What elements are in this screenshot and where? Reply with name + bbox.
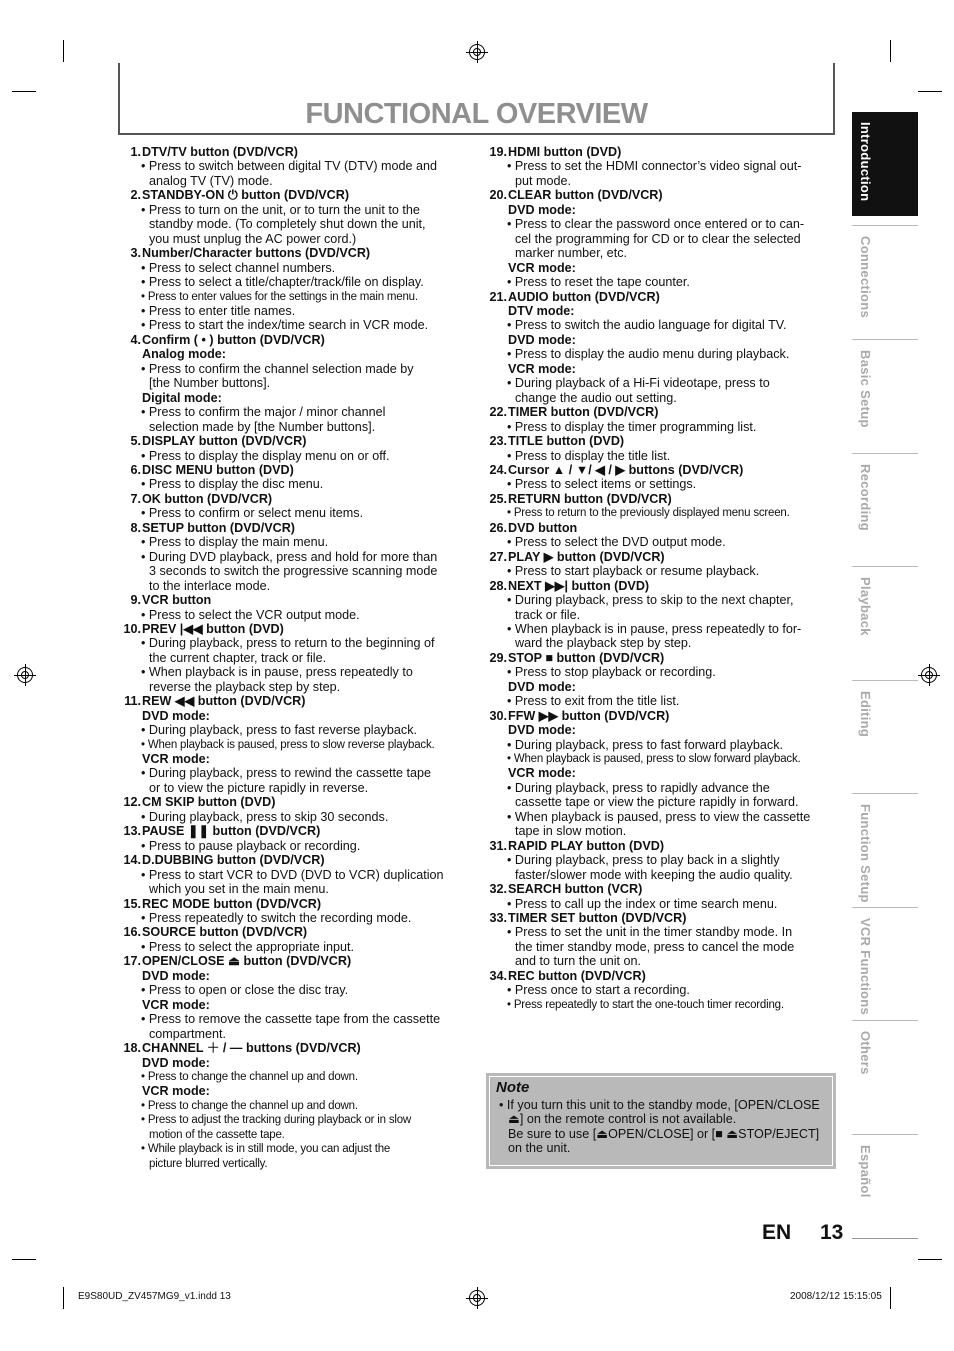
list-item xyxy=(118,853,470,896)
item-description: cel the programming for CD or to clear the selected xyxy=(515,231,801,246)
tab-function-setup[interactable] xyxy=(852,793,918,903)
tab-editing[interactable] xyxy=(852,680,918,784)
item-number: 17. xyxy=(123,954,141,969)
item-description: ward the playback step by step. xyxy=(515,636,692,651)
list-item xyxy=(118,463,470,492)
note-text: Be sure to use [⏏OPEN/CLOSE] or [■ ⏏STOP/EJECT] xyxy=(508,1126,820,1141)
item-heading xyxy=(118,853,470,867)
crop-mark xyxy=(63,40,64,62)
item-heading xyxy=(484,405,836,419)
item-title: Cursor ▲ / ▼/ ◀ / ▶ buttons (DVD/VCR) xyxy=(508,462,744,477)
item-title: STOP ■ button (DVD/VCR) xyxy=(508,650,665,665)
item-title: CLEAR button (DVD/VCR) xyxy=(508,188,663,203)
tab-recording[interactable] xyxy=(852,453,918,557)
tab-label: Editing xyxy=(858,691,873,738)
item-description: • Press to exit from the title list. xyxy=(507,694,680,709)
list-item xyxy=(118,622,470,694)
item-description: • During playback, press to return to the beginning of xyxy=(141,636,435,651)
item-description: • Press to remove the cassette tape from the cassette xyxy=(141,1012,441,1027)
list-item xyxy=(118,795,470,824)
list-item xyxy=(484,839,836,882)
item-description: • Press to confirm the major / minor channel xyxy=(141,405,386,420)
item-description: to the interlace mode. xyxy=(149,578,271,593)
crop-mark xyxy=(918,91,942,92)
item-description: • Press to switch between digital TV (DTV) mode and xyxy=(141,159,438,174)
list-item xyxy=(484,434,836,463)
mode-label: DVD mode: xyxy=(142,968,210,983)
item-title: PLAY ▶ button (DVD/VCR) xyxy=(508,549,665,564)
list-item xyxy=(484,882,836,911)
item-number: 23. xyxy=(489,434,507,449)
item-description: • During playback, press to fast reverse playback. xyxy=(141,723,417,738)
item-description: • When playback is in pause, press repeatedly to for- xyxy=(507,621,802,636)
item-description: • Press to stop playback or recording. xyxy=(507,665,716,680)
item-number: 27. xyxy=(489,549,507,564)
mode-label: DVD mode: xyxy=(508,202,576,217)
item-number: 19. xyxy=(489,145,507,159)
item-description: compartment. xyxy=(149,1026,226,1041)
item-description: • During DVD playback, press and hold for more than xyxy=(141,549,438,564)
list-item xyxy=(484,145,836,188)
note-box xyxy=(486,1073,836,1169)
item-number: 25. xyxy=(489,491,507,506)
mode-label: VCR mode: xyxy=(142,1084,210,1099)
item-description: • Press to change the channel up and down. xyxy=(141,1071,358,1083)
item-description: 3 seconds to switch the progressive scanning mode xyxy=(149,564,438,579)
item-description: • Press to display the disc menu. xyxy=(141,477,324,492)
item-heading xyxy=(118,925,470,939)
item-number: 15. xyxy=(123,896,141,911)
mode-label: DVD mode: xyxy=(142,1055,210,1070)
item-title: RETURN button (DVD/VCR) xyxy=(508,491,672,506)
item-heading xyxy=(484,882,836,896)
tab-label: VCR Functions xyxy=(858,918,873,1016)
item-description: • Press to select the DVD output mode. xyxy=(507,535,726,550)
item-title: OK button (DVD/VCR) xyxy=(142,491,273,506)
item-number: 2. xyxy=(130,188,141,203)
list-item xyxy=(484,492,836,521)
item-heading xyxy=(118,521,470,535)
mode-label: VCR mode: xyxy=(142,997,210,1012)
item-description: • When playback is in pause, press repeatedly to xyxy=(141,665,413,680)
item-number: 20. xyxy=(489,188,507,203)
list-item xyxy=(118,434,470,463)
item-description: • When playback is paused, press to view the cassette xyxy=(507,809,811,824)
tab-connections[interactable] xyxy=(852,225,918,329)
item-heading xyxy=(484,911,836,925)
registration-mark-icon xyxy=(921,667,937,683)
item-description: • Press to display the display menu on or off. xyxy=(141,448,390,463)
item-number: 6. xyxy=(130,462,141,477)
left-column xyxy=(118,145,470,1171)
note-title: Note xyxy=(496,1079,530,1096)
list-item xyxy=(484,550,836,579)
item-description: reverse the playback step by step. xyxy=(149,679,341,694)
item-description: analog TV (TV) mode. xyxy=(149,173,273,188)
item-number: 5. xyxy=(130,434,141,449)
list-item xyxy=(118,824,470,853)
item-heading xyxy=(484,434,836,448)
crop-mark xyxy=(890,1287,891,1309)
item-title: TIMER SET button (DVD/VCR) xyxy=(508,911,687,926)
list-item xyxy=(118,897,470,926)
item-title: CM SKIP button (DVD) xyxy=(142,795,276,810)
item-description: • Press to start playback or resume playback. xyxy=(507,564,760,579)
item-description: • Press to return to the previously displayed menu screen. xyxy=(507,507,790,520)
item-description: • Press to turn on the unit, or to turn the unit to the xyxy=(141,202,420,217)
list-item xyxy=(484,405,836,434)
list-item xyxy=(118,188,470,246)
list-item xyxy=(118,954,470,1041)
item-description: and to turn the unit on. xyxy=(515,954,642,969)
mode-label: VCR mode: xyxy=(142,752,210,767)
item-description: • Press to confirm or select menu items. xyxy=(141,506,364,521)
item-heading xyxy=(118,434,470,448)
item-description: • During playback, press to skip to the next chapter, xyxy=(507,593,794,608)
list-item xyxy=(118,145,470,188)
item-description: motion of the cassette tape. xyxy=(149,1128,285,1141)
item-number: 13. xyxy=(123,824,141,839)
item-number: 18. xyxy=(123,1041,141,1056)
item-heading xyxy=(484,579,836,593)
tab-label: Español xyxy=(858,1145,873,1198)
item-heading xyxy=(484,521,836,535)
item-title: PREV |◀◀ button (DVD) xyxy=(142,621,284,636)
mode-label: VCR mode: xyxy=(508,361,576,376)
item-number: 8. xyxy=(130,520,141,535)
item-description: • Press to select items or settings. xyxy=(507,477,697,492)
mode-label: DVD mode: xyxy=(508,332,576,347)
item-heading xyxy=(118,188,470,202)
item-description: the current chapter, track or file. xyxy=(149,650,327,665)
item-number: 11. xyxy=(124,694,141,709)
item-title: SEARCH button (VCR) xyxy=(508,882,643,897)
item-title: AUDIO button (DVD/VCR) xyxy=(508,289,660,304)
item-title: Number/Character buttons (DVD/VCR) xyxy=(142,246,371,261)
item-description: put mode. xyxy=(515,173,572,188)
item-heading xyxy=(484,839,836,853)
item-description: • Press to pause playback or recording. xyxy=(141,838,361,853)
item-title: CHANNEL ＋ / — buttons (DVD/VCR) xyxy=(142,1041,361,1056)
item-description: • Press to switch the audio language for digital TV. xyxy=(507,318,787,333)
list-item xyxy=(484,709,836,839)
item-title: OPEN/CLOSE ⏏ button (DVD/VCR) xyxy=(142,954,352,969)
item-description: selection made by [the Number buttons]. xyxy=(149,419,376,434)
item-description: • Press to select a title/chapter/track/file on display. xyxy=(141,275,424,290)
note-content xyxy=(489,1076,833,1166)
item-description: • Press to select the VCR output mode. xyxy=(141,607,360,622)
crop-mark xyxy=(890,40,891,62)
item-heading xyxy=(484,651,836,665)
item-description: • During playback, press to fast forward playback. xyxy=(507,737,783,752)
item-description: • During playback, press to rapidly advance the xyxy=(507,780,770,795)
tab-label: Introduction xyxy=(858,122,873,202)
item-number: 21. xyxy=(489,289,507,304)
item-title: TIMER button (DVD/VCR) xyxy=(508,405,659,420)
item-description: • Press repeatedly to switch the recording mode. xyxy=(141,911,412,926)
list-item xyxy=(484,521,836,550)
item-description: picture blurred vertically. xyxy=(149,1157,268,1170)
item-title: TITLE button (DVD) xyxy=(508,434,625,449)
item-number: 30. xyxy=(489,708,507,723)
item-title: D.DUBBING button (DVD/VCR) xyxy=(142,853,325,868)
item-description: • Press repeatedly to start the one-touch timer recording. xyxy=(507,998,784,1011)
item-title: PAUSE ❚❚ button (DVD/VCR) xyxy=(142,824,321,839)
item-number: 14. xyxy=(123,853,141,868)
item-heading xyxy=(484,709,836,723)
item-heading xyxy=(484,550,836,564)
item-number: 1. xyxy=(130,145,141,159)
list-item xyxy=(118,925,470,954)
item-title: SOURCE button (DVD/VCR) xyxy=(142,925,308,940)
item-title: DVD button xyxy=(508,520,578,535)
tab-label: Recording xyxy=(858,464,873,531)
item-description: • Press to enter values for the settings in the main menu. xyxy=(141,290,418,303)
list-item xyxy=(118,694,470,795)
item-description: • When playback is paused, press to slow forward playback. xyxy=(507,753,801,766)
item-description: • Press to set the HDMI connector’s video signal out- xyxy=(507,159,802,174)
item-description: you must unplug the AC power cord.) xyxy=(149,231,357,246)
list-item xyxy=(118,492,470,521)
item-description: change the audio out setting. xyxy=(515,390,677,405)
item-heading xyxy=(484,463,836,477)
tab-others[interactable] xyxy=(852,1020,918,1124)
note-text: ⏏] on the remote control is not available. xyxy=(508,1112,737,1126)
item-heading xyxy=(118,593,470,607)
item-number: 10. xyxy=(123,621,141,636)
item-heading xyxy=(484,492,836,506)
crop-mark xyxy=(12,1259,36,1260)
item-number: 26. xyxy=(489,520,507,535)
item-heading xyxy=(118,824,470,838)
note-text: on the unit. xyxy=(508,1141,571,1155)
list-item xyxy=(484,651,836,709)
tab-playback[interactable] xyxy=(852,566,918,670)
item-title: NEXT ▶▶| button (DVD) xyxy=(508,578,650,593)
item-description: • Press once to start a recording. xyxy=(507,983,690,998)
item-title: REC MODE button (DVD/VCR) xyxy=(142,896,322,911)
item-description: track or file. xyxy=(515,607,581,622)
page-number: 13 xyxy=(820,1221,844,1244)
item-description: • Press to reset the tape counter. xyxy=(507,275,690,290)
item-heading xyxy=(118,954,470,968)
mode-label: DVD mode: xyxy=(508,679,576,694)
list-item xyxy=(484,463,836,492)
item-description: • Press to adjust the tracking during playback or in slow xyxy=(141,1114,412,1127)
mode-label: VCR mode: xyxy=(508,766,576,781)
item-description: • Press to call up the index or time search menu. xyxy=(507,896,778,911)
page-title: FUNCTIONAL OVERVIEW xyxy=(305,98,648,130)
item-description: which you set in the main menu. xyxy=(149,882,329,897)
tab-vcr-functions[interactable] xyxy=(852,907,918,1016)
item-heading xyxy=(484,145,836,159)
item-number: 9. xyxy=(130,593,141,608)
language-label: EN xyxy=(762,1221,792,1244)
item-description: • Press to select the appropriate input. xyxy=(141,939,355,954)
item-heading xyxy=(118,145,470,159)
item-heading xyxy=(118,694,470,708)
item-description: • Press to display the main menu. xyxy=(141,535,329,550)
crop-mark xyxy=(63,1287,64,1309)
item-heading xyxy=(118,622,470,636)
tab-espa-ol[interactable] xyxy=(852,1134,918,1238)
footer-file-name: E9S80UD_ZV457MG9_v1.indd 13 xyxy=(78,1291,231,1302)
item-heading xyxy=(484,290,836,304)
list-item xyxy=(118,521,470,593)
item-title: SETUP button (DVD/VCR) xyxy=(142,520,295,535)
mode-label: Digital mode: xyxy=(142,390,222,405)
item-description: • Press to clear the password once entered or to can- xyxy=(507,217,805,232)
item-number: 16. xyxy=(123,925,141,940)
tab-label: Function Setup xyxy=(858,804,873,903)
item-description: • Press to change the channel up and down. xyxy=(141,1099,358,1112)
mode-label: DVD mode: xyxy=(142,708,210,723)
item-title: STANDBY-ON ⏻ button (DVD/VCR) xyxy=(142,188,350,203)
item-description: • Press to confirm the channel selection made by xyxy=(141,361,414,376)
item-number: 4. xyxy=(130,332,141,347)
crop-mark xyxy=(918,1259,942,1260)
item-heading xyxy=(118,1041,470,1055)
item-description: • While playback is in still mode, you can adjust the xyxy=(141,1143,391,1156)
item-description: • During playback, press to play back in a slightly xyxy=(507,853,780,868)
list-item xyxy=(484,188,836,289)
item-description: • When playback is paused, press to slow reverse playback. xyxy=(141,738,435,751)
item-description: [the Number buttons]. xyxy=(149,376,271,391)
item-description: • Press to display the title list. xyxy=(507,448,671,463)
tab-label: Basic Setup xyxy=(858,350,873,428)
item-number: 31. xyxy=(489,838,507,853)
footer-divider xyxy=(852,1238,918,1239)
item-title: REW ◀◀ button (DVD/VCR) xyxy=(142,694,306,709)
item-description: • During playback of a Hi-Fi videotape, press to xyxy=(507,376,770,391)
item-description: • Press to set the unit in the timer standby mode. In xyxy=(507,925,793,940)
list-item xyxy=(484,911,836,969)
registration-mark-icon xyxy=(469,1290,485,1306)
item-title: REC button (DVD/VCR) xyxy=(508,968,646,983)
item-description: • During playback, press to rewind the cassette tape xyxy=(141,766,432,781)
item-description: standby mode. (To completely shut down the unit, xyxy=(149,217,426,232)
item-heading xyxy=(118,795,470,809)
item-description: the timer standby mode, press to cancel the mode xyxy=(515,939,795,954)
tab-label: Playback xyxy=(858,577,873,636)
item-number: 7. xyxy=(130,491,141,506)
tab-introduction[interactable] xyxy=(852,112,918,216)
mode-label: Analog mode: xyxy=(142,347,226,362)
item-description: tape in slow motion. xyxy=(515,824,627,839)
item-title: FFW ▶▶ button (DVD/VCR) xyxy=(508,708,670,723)
item-description: • Press to select channel numbers. xyxy=(141,260,336,275)
item-heading xyxy=(118,897,470,911)
item-title: DTV/TV button (DVD/VCR) xyxy=(142,145,299,159)
list-item xyxy=(118,1041,470,1171)
item-number: 33. xyxy=(489,911,507,926)
footer-timestamp: 2008/12/12 15:15:05 xyxy=(790,1291,882,1302)
item-description: • Press to display the timer programming list. xyxy=(507,419,757,434)
item-heading xyxy=(118,492,470,506)
tab-label: Connections xyxy=(858,236,873,319)
item-description: cassette tape or view the picture rapidly in forward. xyxy=(515,795,799,810)
item-description: • Press to start VCR to DVD (DVD to VCR) duplication xyxy=(141,867,444,882)
item-number: 28. xyxy=(489,578,507,593)
item-heading xyxy=(484,188,836,202)
list-item xyxy=(484,290,836,406)
crop-mark xyxy=(12,91,36,92)
list-item xyxy=(484,579,836,651)
item-title: VCR button xyxy=(142,593,212,608)
item-number: 29. xyxy=(489,650,507,665)
item-title: DISPLAY button (DVD/VCR) xyxy=(142,434,307,449)
item-heading xyxy=(484,969,836,983)
item-description: faster/slower mode with keeping the audio quality. xyxy=(515,867,793,882)
registration-mark-icon xyxy=(17,667,33,683)
item-number: 32. xyxy=(489,882,507,897)
item-heading xyxy=(118,246,470,260)
item-description: or to view the picture rapidly in reverse. xyxy=(149,780,369,795)
item-number: 22. xyxy=(489,405,507,420)
item-title: HDMI button (DVD) xyxy=(508,145,622,159)
item-description: • Press to enter title names. xyxy=(141,303,296,318)
item-title: DISC MENU button (DVD) xyxy=(142,462,294,477)
item-heading xyxy=(118,333,470,347)
item-description: • During playback, press to skip 30 seconds. xyxy=(141,809,389,824)
right-column xyxy=(484,145,836,1012)
item-number: 24. xyxy=(489,462,507,477)
item-title: RAPID PLAY button (DVD) xyxy=(508,838,665,853)
list-item xyxy=(118,246,470,333)
list-item xyxy=(118,593,470,622)
note-text: • If you turn this unit to the standby mode, [OPEN/CLOSE xyxy=(499,1097,820,1112)
tab-basic-setup[interactable] xyxy=(852,339,918,443)
registration-mark-icon xyxy=(469,44,485,60)
item-description: • Press to display the audio menu during playback. xyxy=(507,347,790,362)
item-heading xyxy=(118,463,470,477)
list-item xyxy=(118,333,470,434)
item-number: 34. xyxy=(489,968,507,983)
tab-label: Others xyxy=(858,1031,873,1075)
mode-label: DVD mode: xyxy=(508,723,576,738)
item-description: • Press to start the index/time search in VCR mode. xyxy=(141,318,429,333)
item-number: 12. xyxy=(123,795,141,810)
item-description: • Press to open or close the disc tray. xyxy=(141,983,349,998)
item-title: Confirm ( • ) button (DVD/VCR) xyxy=(142,332,325,347)
mode-label: DTV mode: xyxy=(508,303,575,318)
item-number: 3. xyxy=(130,246,141,261)
item-description: marker number, etc. xyxy=(515,246,627,261)
list-item xyxy=(484,969,836,1012)
mode-label: VCR mode: xyxy=(508,260,576,275)
